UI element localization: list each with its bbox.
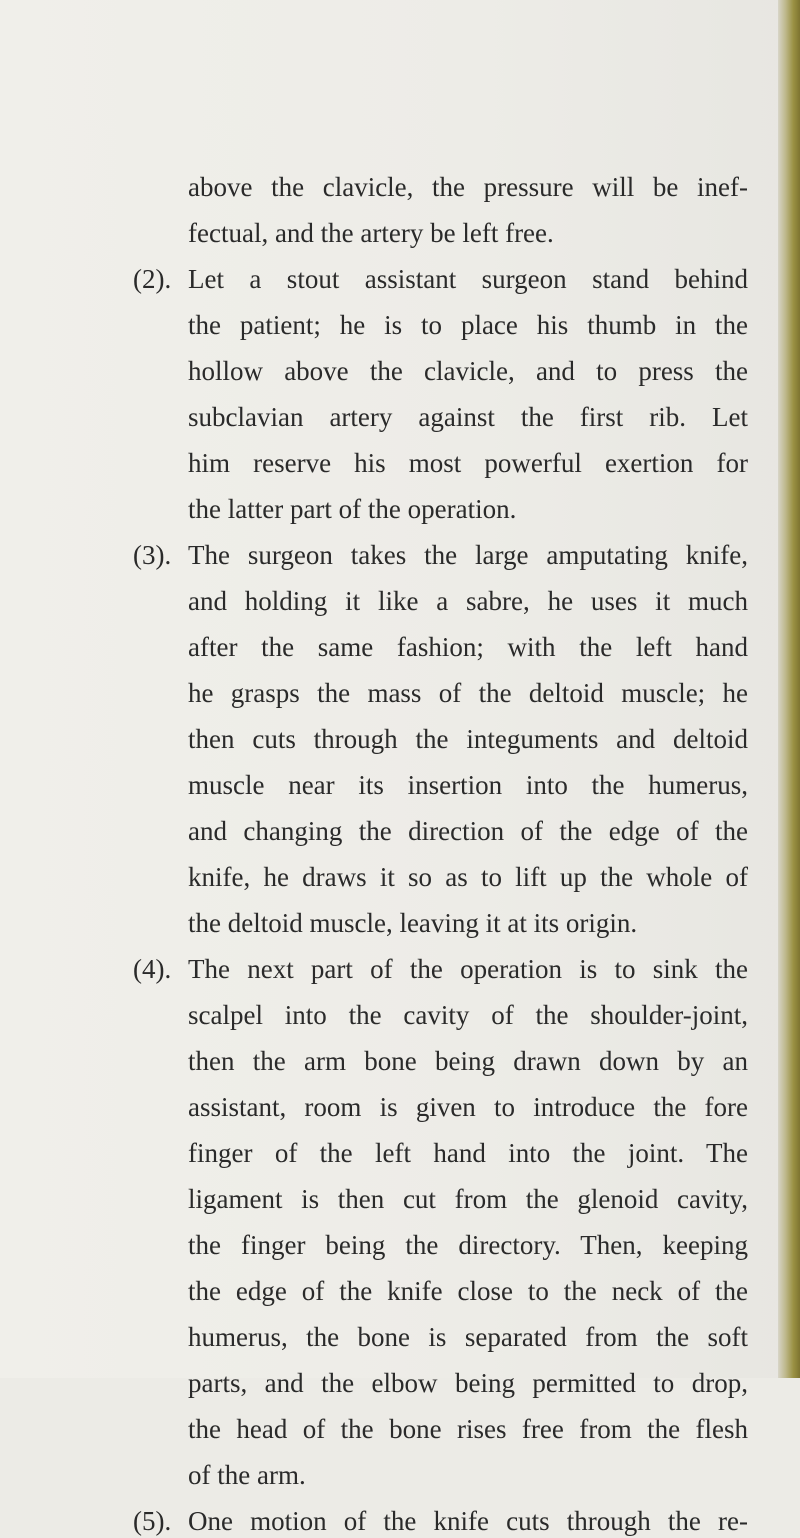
text-line: Let a stout assistant surgeon stand behind: [188, 264, 748, 294]
text-line: of the arm.: [188, 1460, 306, 1490]
paragraph-number: (5).: [133, 1506, 172, 1536]
text-line: scalpel into the cavity of the shoulder-joint,: [188, 1000, 748, 1030]
text-line: assistant, room is given to introduce the fore: [188, 1092, 748, 1122]
text-line: the patient; he is to place his thumb in the: [188, 310, 748, 340]
text-line: ligament is then cut from the glenoid cavity,: [188, 1184, 748, 1214]
text-line: above the clavicle, the pressure will be inef-: [188, 172, 748, 202]
paragraph-number: (4).: [133, 954, 172, 984]
text-line: hollow above the clavicle, and to press the: [188, 356, 748, 386]
text-line: The next part of the operation is to sink the: [188, 954, 748, 984]
text-line: subclavian artery against the first rib. Let: [188, 402, 748, 432]
text-line: One motion of the knife cuts through the re-: [188, 1506, 748, 1536]
text-line: the deltoid muscle, leaving it at its origin.: [188, 908, 638, 938]
text-line: humerus, the bone is separated from the soft: [188, 1322, 748, 1352]
text-line: him reserve his most powerful exertion for: [188, 448, 748, 478]
text-line: after the same fashion; with the left hand: [188, 632, 748, 662]
text-line: finger of the left hand into the joint. The: [188, 1138, 748, 1168]
text-line: The surgeon takes the large amputating knife,: [188, 540, 748, 570]
text-line: knife, he draws it so as to lift up the whole of: [188, 862, 748, 892]
text-line: the finger being the directory. Then, keeping: [188, 1230, 748, 1260]
text-line: and changing the direction of the edge of the: [188, 816, 748, 846]
text-line: and holding it like a sabre, he uses it much: [188, 586, 748, 616]
text-line: then the arm bone being drawn down by an: [188, 1046, 748, 1076]
text-line: muscle near its insertion into the humerus,: [188, 770, 748, 800]
page-edge: [778, 0, 800, 1378]
text-line: then cuts through the integuments and deltoid: [188, 724, 748, 754]
text-line: he grasps the mass of the deltoid muscle; he: [188, 678, 748, 708]
text-line: parts, and the elbow being permitted to drop,: [188, 1368, 748, 1398]
text-line: the edge of the knife close to the neck of the: [188, 1276, 748, 1306]
text-line: fectual, and the artery be left free.: [188, 218, 554, 248]
paragraph-number: (3).: [133, 540, 172, 570]
text-line: the latter part of the operation.: [188, 494, 517, 524]
text-line: the head of the bone rises free from the flesh: [188, 1414, 748, 1444]
paragraph-number: (2).: [133, 264, 172, 294]
